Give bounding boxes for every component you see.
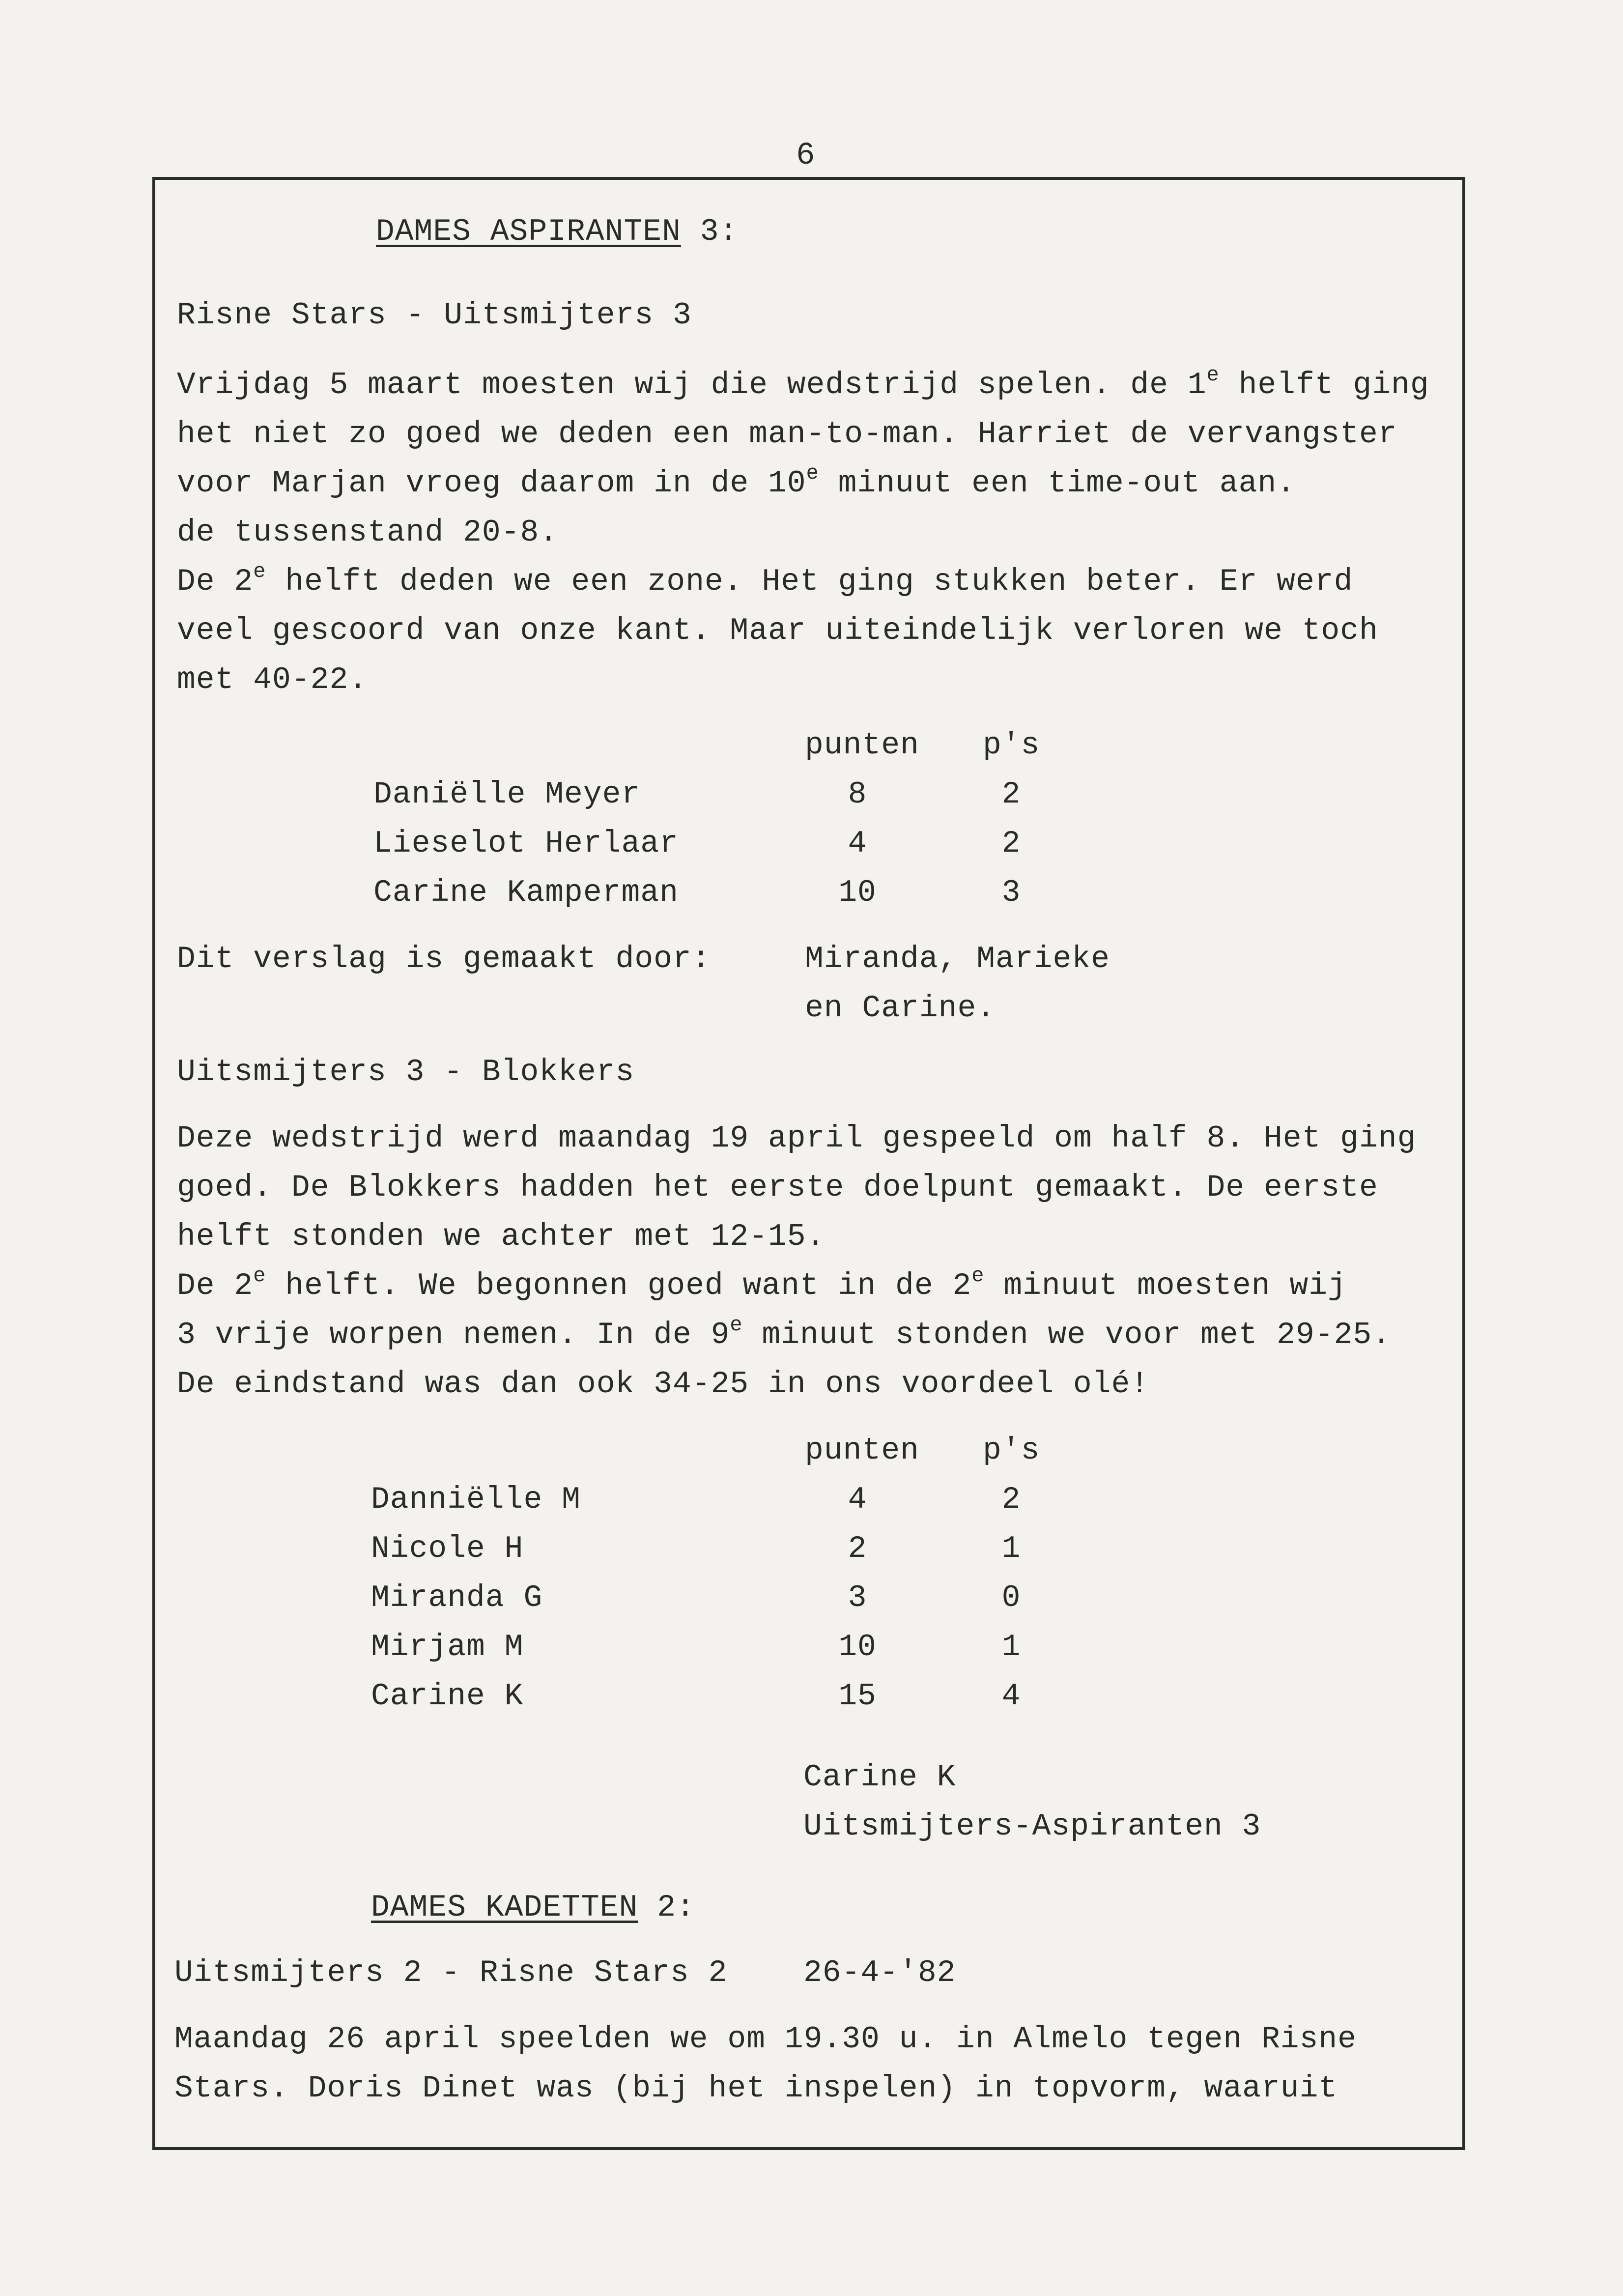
paragraph-line: Deze wedstrijd werd maandag 19 april gespeeld om half 8. Het ging (177, 1121, 1417, 1156)
player-name: Danniëlle M (371, 1482, 581, 1517)
match-title: Risne Stars - Uitsmijters 3 (177, 298, 692, 333)
paragraph-line: Maandag 26 april speelden we om 19.30 u. in Almelo tegen Risne (174, 2022, 1357, 2057)
player-ps: 0 (1001, 1580, 1021, 1615)
paragraph-line: de tussenstand 20-8. (177, 515, 559, 550)
paragraph-line: het niet zo goed we deden een man-to-man. Harriet de vervangster (177, 417, 1397, 452)
player-ps: 1 (1001, 1531, 1021, 1566)
page-number: 6 (796, 138, 815, 173)
player-name: Carine Kamperman (373, 875, 679, 910)
player-ps: 1 (1001, 1630, 1021, 1665)
player-ps: 3 (1001, 875, 1021, 910)
player-name: Mirjam M (371, 1630, 524, 1665)
player-name: Carine K (371, 1679, 524, 1714)
column-header-points: punten (805, 1433, 919, 1468)
player-name: Lieselot Herlaar (373, 826, 679, 861)
player-points: 4 (848, 826, 867, 861)
paragraph-line: met 40-22. (177, 662, 368, 697)
player-ps: 2 (1001, 777, 1021, 812)
signature-team: Uitsmijters-Aspiranten 3 (803, 1809, 1261, 1844)
report-authors: en Carine. (805, 991, 996, 1026)
paragraph-line: Stars. Doris Dinet was (bij het inspelen) in topvorm, waaruit (174, 2071, 1338, 2106)
paragraph-line: voor Marjan vroeg daarom in de 10e minuut een time-out aan. (177, 461, 1296, 501)
column-header-ps: p's (983, 1433, 1040, 1468)
player-points: 15 (838, 1679, 877, 1714)
paragraph-line: De 2e helft. We begonnen goed want in de 2e minuut moesten wij (177, 1264, 1347, 1303)
player-points: 10 (838, 875, 877, 910)
player-points: 10 (838, 1630, 877, 1665)
paragraph-line: De eindstand was dan ook 34-25 in ons voordeel olé! (177, 1367, 1150, 1402)
player-points: 8 (848, 777, 867, 812)
player-name: Daniëlle Meyer (373, 777, 641, 812)
match-title: Uitsmijters 3 - Blokkers (177, 1055, 635, 1090)
match-date: 26-4-'82 (803, 1955, 956, 1990)
player-name: Nicole H (371, 1531, 524, 1566)
paragraph-line: De 2e helft deden we een zone. Het ging stukken beter. Er werd (177, 560, 1353, 599)
player-ps: 4 (1001, 1679, 1021, 1714)
paragraph-line: Vrijdag 5 maart moesten wij die wedstrijd spelen. de 1e helft ging (177, 363, 1429, 402)
player-ps: 2 (1001, 826, 1021, 861)
player-points: 4 (848, 1482, 867, 1517)
section-heading-kadetten: DAMES KADETTEN 2: (371, 1890, 695, 1925)
match-title: Uitsmijters 2 - Risne Stars 2 (174, 1955, 728, 1990)
paragraph-line: veel gescoord van onze kant. Maar uiteindelijk verloren we toch (177, 613, 1378, 648)
paragraph-line: helft stonden we achter met 12-15. (177, 1219, 826, 1254)
report-authors: Miranda, Marieke (805, 942, 1110, 976)
column-header-ps: p's (983, 728, 1040, 763)
signature-name: Carine K (803, 1760, 956, 1795)
player-ps: 2 (1001, 1482, 1021, 1517)
report-label: Dit verslag is gemaakt door: (177, 942, 711, 976)
section-heading-aspiranten: DAMES ASPIRANTEN 3: (376, 214, 739, 249)
paragraph-line: 3 vrije worpen nemen. In de 9e minuut stonden we voor met 29-25. (177, 1313, 1392, 1352)
player-points: 2 (848, 1531, 867, 1566)
column-header-points: punten (805, 728, 919, 763)
player-points: 3 (848, 1580, 867, 1615)
paragraph-line: goed. De Blokkers hadden het eerste doelpunt gemaakt. De eerste (177, 1170, 1378, 1205)
player-name: Miranda G (371, 1580, 543, 1615)
